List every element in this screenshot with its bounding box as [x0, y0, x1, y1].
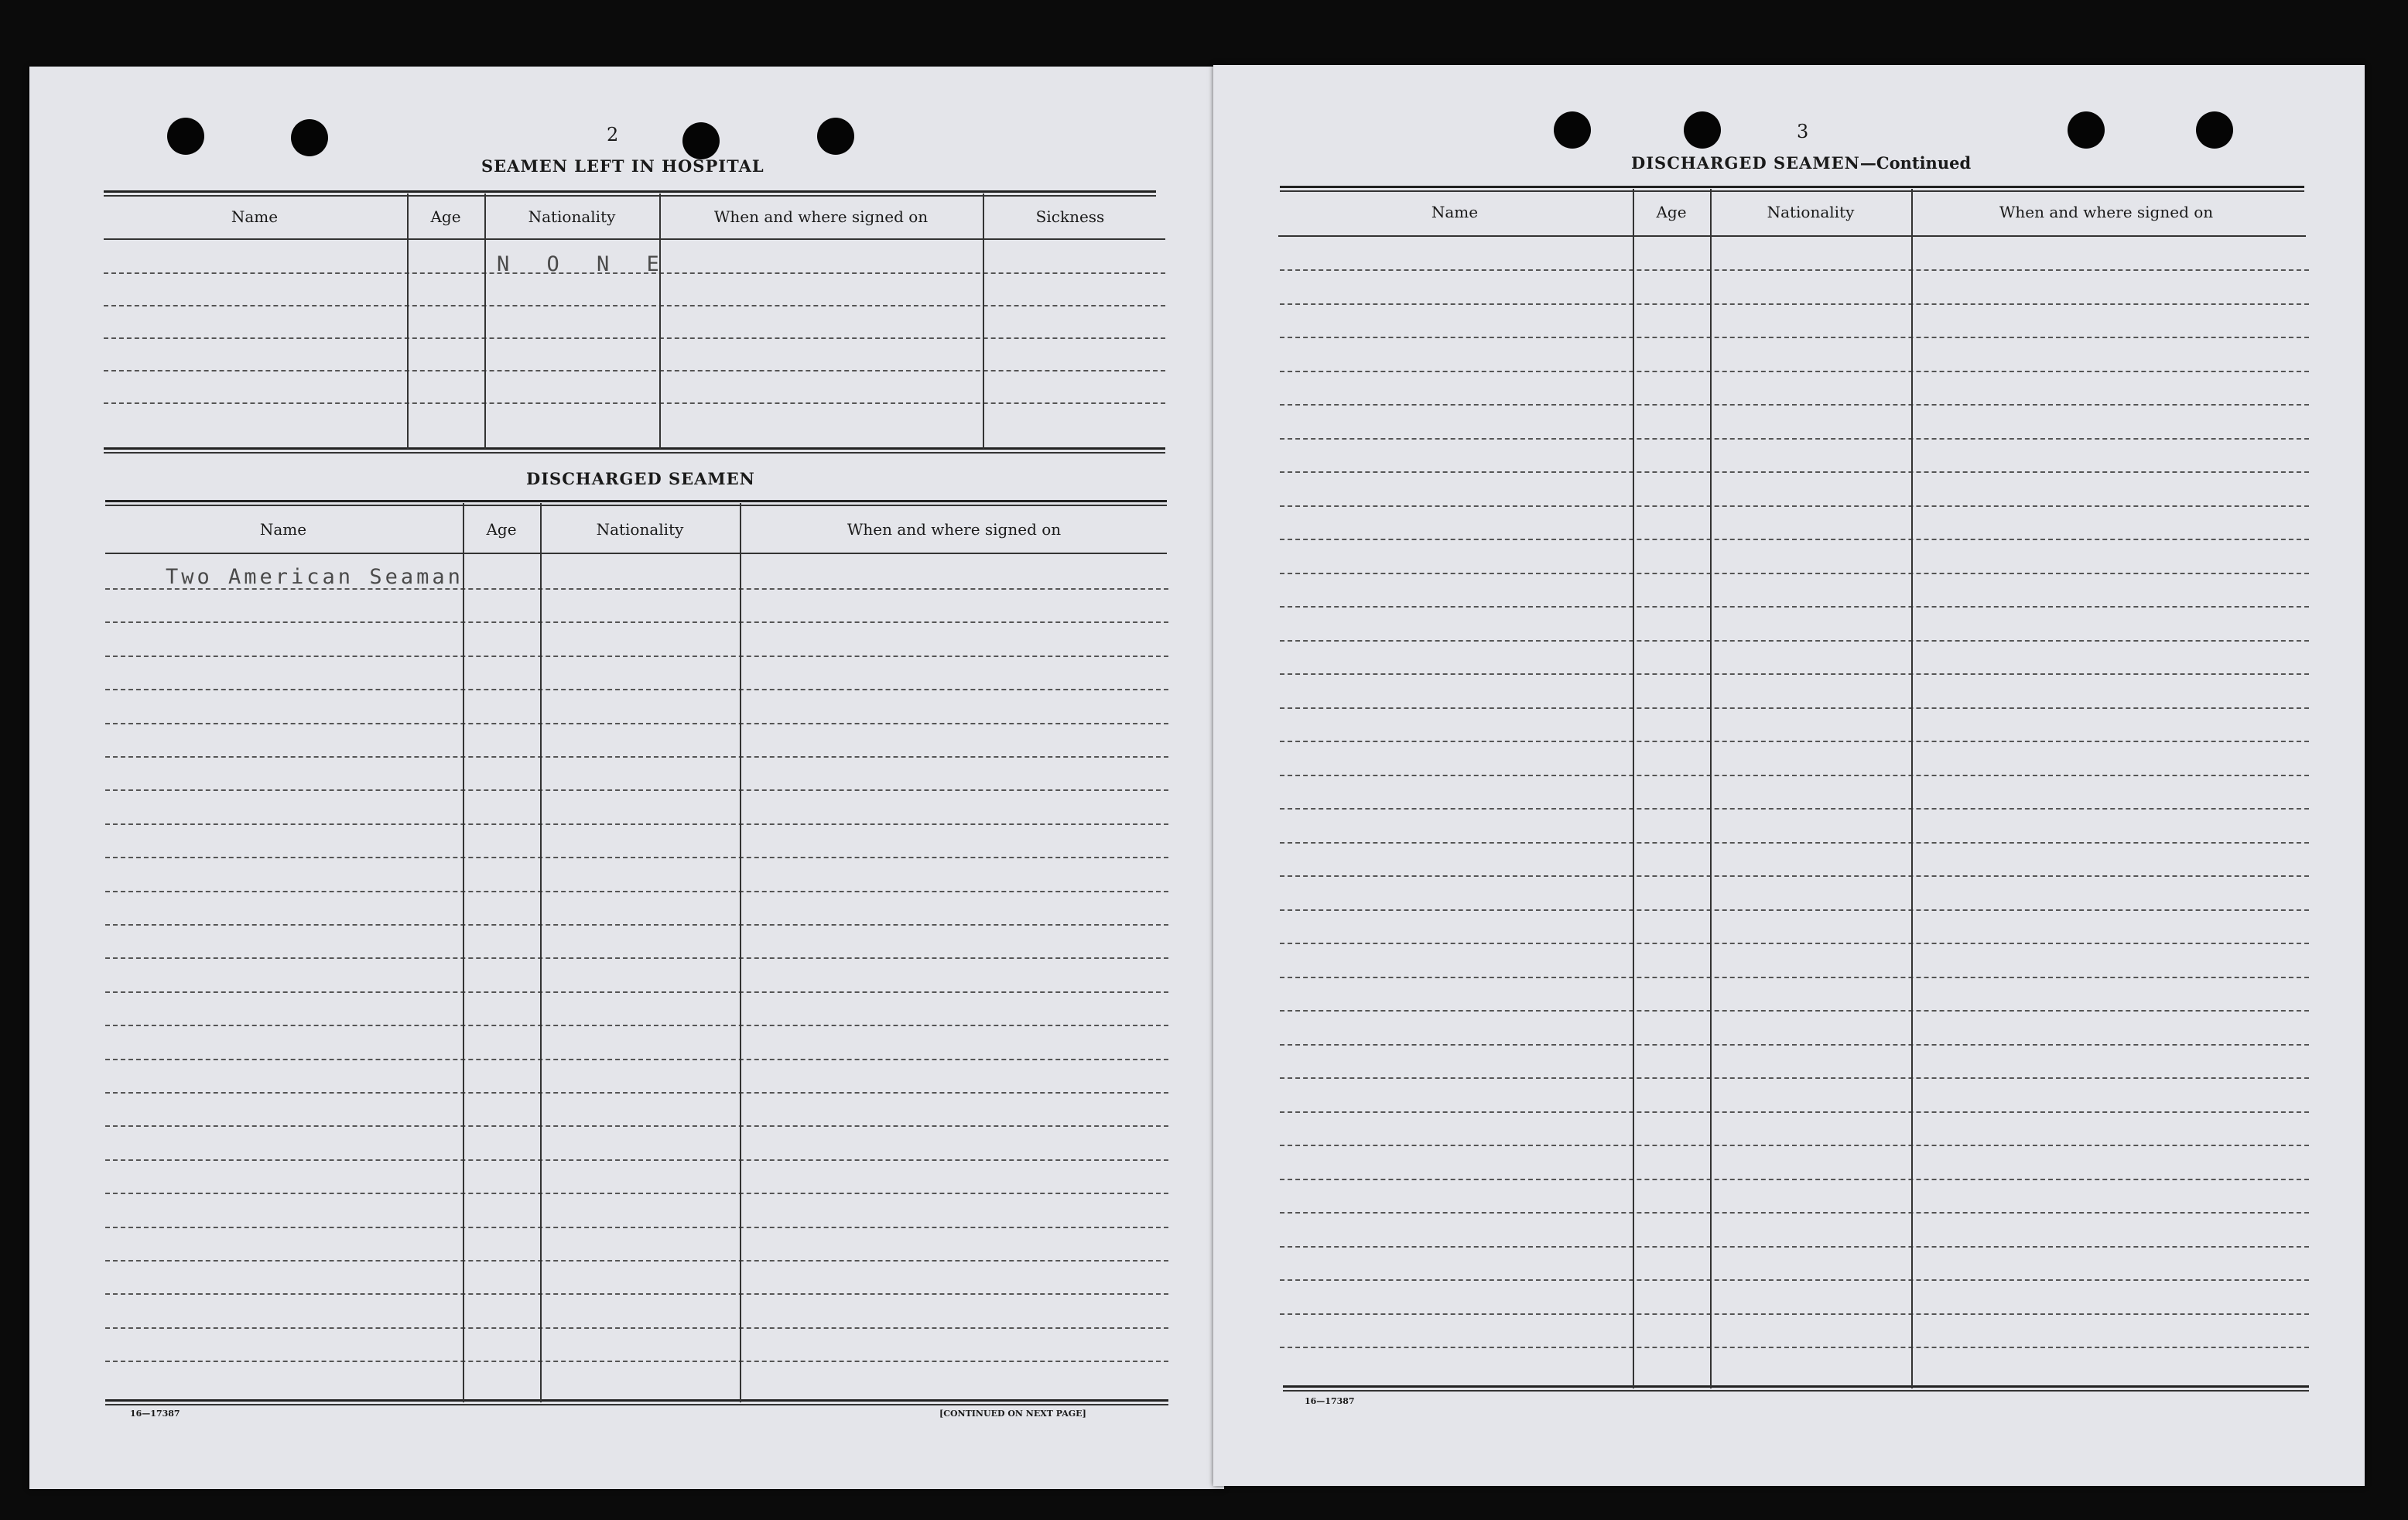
table-row-rule	[1280, 707, 2309, 709]
table-row-rule	[1280, 842, 2309, 844]
table-row-rule	[105, 991, 1168, 993]
title-main: DISCHARGED SEAMEN	[1631, 153, 1860, 173]
table-row-rule	[104, 272, 1165, 274]
table-row-rule	[105, 823, 1168, 825]
form-number: 16—17387	[1305, 1396, 1355, 1406]
column-header-nationality: Nationality	[596, 520, 684, 539]
header-rule	[1278, 235, 2306, 237]
table-row-rule	[1280, 977, 2309, 978]
punch-hole	[2196, 111, 2233, 149]
table-bottom-rule	[104, 452, 1165, 454]
table-row-rule	[105, 1227, 1168, 1228]
table-row-rule	[1280, 775, 2309, 776]
punch-hole	[682, 122, 720, 159]
table-row-rule	[105, 1125, 1168, 1127]
table-row-rule	[105, 1327, 1168, 1329]
table-row-rule	[1280, 943, 2309, 944]
column-divider	[1633, 189, 1634, 1388]
table-row-rule	[104, 337, 1165, 339]
table-row-rule	[105, 1059, 1168, 1060]
left-page	[29, 67, 1224, 1489]
page-number: 2	[607, 124, 619, 145]
column-divider	[463, 503, 464, 1402]
table-row-rule	[105, 1193, 1168, 1194]
punch-hole	[817, 118, 854, 155]
header-rule	[104, 238, 1165, 240]
table-top-rule	[104, 195, 1156, 197]
column-header-signed-on: When and where signed on	[713, 207, 929, 226]
column-header-age: Age	[430, 207, 461, 226]
discharged-continued-title	[1631, 153, 1971, 173]
table-row-rule	[104, 370, 1165, 371]
table-row-rule	[1280, 1111, 2309, 1113]
table-row-rule	[1280, 337, 2309, 338]
hospital-section-title: SEAMEN LEFT IN HOSPITAL	[481, 156, 764, 176]
table-row-rule	[105, 957, 1168, 959]
table-row-rule	[105, 588, 1168, 590]
table-bottom-rule	[1283, 1390, 2309, 1392]
table-row-rule	[1280, 1246, 2309, 1248]
table-row-rule	[1280, 1044, 2309, 1046]
column-divider	[983, 193, 984, 449]
table-row-rule	[1280, 909, 2309, 911]
table-row-rule	[1280, 1010, 2309, 1012]
column-divider	[1710, 189, 1712, 1388]
header-rule	[105, 553, 1167, 554]
table-top-rule	[105, 500, 1167, 502]
table-row-rule	[1280, 1212, 2309, 1214]
table-row-rule	[1280, 438, 2309, 440]
table-row-rule	[105, 1159, 1168, 1161]
right-page	[1213, 65, 2365, 1486]
table-row-rule	[105, 621, 1168, 623]
table-row-rule	[105, 723, 1168, 724]
table-row-rule	[1280, 573, 2309, 574]
table-row-rule	[105, 857, 1168, 858]
column-divider	[407, 193, 409, 449]
punch-hole	[2068, 111, 2105, 149]
table-row-rule	[1280, 269, 2309, 271]
column-header-nationality: Nationality	[528, 207, 616, 226]
table-row-rule	[1280, 741, 2309, 742]
table-row-rule	[1280, 1347, 2309, 1348]
table-top-rule	[1280, 190, 2304, 192]
table-row-rule	[105, 1361, 1168, 1362]
table-row-rule	[1280, 1313, 2309, 1315]
table-bottom-rule	[105, 1399, 1168, 1402]
table-row-rule	[105, 689, 1168, 690]
table-top-rule	[105, 505, 1167, 506]
table-row-rule	[1280, 1145, 2309, 1146]
table-row-rule	[105, 1025, 1168, 1026]
table-row-rule	[105, 1260, 1168, 1262]
continued-notice: [CONTINUED ON NEXT PAGE]	[939, 1409, 1086, 1419]
form-number: 16—17387	[130, 1409, 180, 1419]
table-row-rule	[105, 891, 1168, 892]
table-row-rule	[1280, 1077, 2309, 1079]
table-row-rule	[105, 789, 1168, 791]
table-row-rule	[1280, 1179, 2309, 1180]
table-row-rule	[105, 656, 1168, 657]
column-header-nationality: Nationality	[1767, 203, 1855, 221]
punch-hole	[291, 119, 328, 156]
table-row-rule	[1280, 1279, 2309, 1281]
column-divider	[540, 503, 542, 1402]
table-row-rule	[1280, 471, 2309, 473]
column-divider	[484, 193, 486, 449]
column-divider	[1911, 189, 1913, 1388]
column-header-name: Name	[231, 207, 279, 226]
table-row-rule	[1280, 404, 2309, 406]
table-row-rule	[1280, 539, 2309, 540]
punch-hole	[1684, 111, 1721, 149]
column-header-sickness: Sickness	[1035, 207, 1105, 226]
table-row-rule	[105, 756, 1168, 758]
nationality-entry: N O N E	[497, 252, 672, 276]
table-row-rule	[1280, 505, 2309, 507]
column-header-signed-on: When and where signed on	[1999, 203, 2214, 221]
table-row-rule	[105, 1293, 1168, 1295]
table-bottom-rule	[1283, 1385, 2309, 1388]
column-divider	[659, 193, 661, 449]
table-bottom-rule	[104, 447, 1165, 450]
table-row-rule	[1280, 640, 2309, 642]
table-row-rule	[104, 305, 1165, 306]
name-entry: Two American Seaman	[166, 565, 463, 589]
table-row-rule	[1280, 303, 2309, 305]
table-row-rule	[1280, 606, 2309, 608]
discharged-section-title: DISCHARGED SEAMEN	[526, 469, 755, 488]
page-number: 3	[1797, 121, 1809, 142]
column-header-age: Age	[1656, 203, 1687, 221]
column-header-age: Age	[486, 520, 517, 539]
table-row-rule	[1280, 875, 2309, 877]
punch-hole	[167, 118, 204, 155]
table-row-rule	[105, 924, 1168, 926]
table-row-rule	[1280, 673, 2309, 675]
column-header-signed-on: When and where signed on	[847, 520, 1062, 539]
title-suffix: —Continued	[1859, 153, 1972, 173]
table-row-rule	[104, 402, 1165, 404]
table-top-rule	[104, 190, 1156, 193]
column-header-name: Name	[259, 520, 307, 539]
table-top-rule	[1280, 186, 2304, 188]
column-header-name: Name	[1431, 203, 1479, 221]
punch-hole	[1554, 111, 1591, 149]
table-row-rule	[1280, 371, 2309, 372]
table-row-rule	[1280, 808, 2309, 810]
column-divider	[740, 503, 741, 1402]
table-row-rule	[105, 1092, 1168, 1094]
table-bottom-rule	[105, 1404, 1168, 1405]
